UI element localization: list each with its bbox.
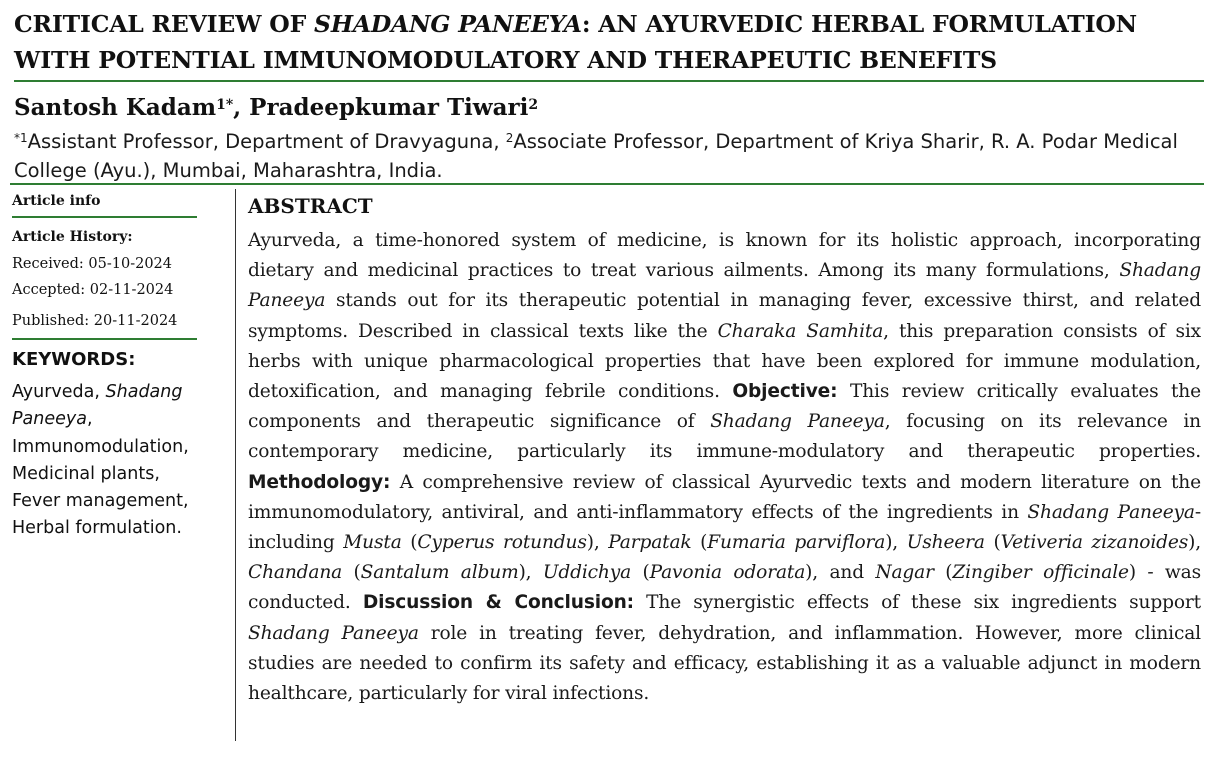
article-info-heading: Article info	[12, 193, 101, 209]
abstract-italic: Uddichya	[542, 562, 632, 584]
author-line	[14, 88, 538, 125]
abstract-italic: Shadang Paneeya	[710, 411, 885, 433]
title-italic: SHADANG PANEEYA	[314, 10, 582, 38]
abstract-text: (	[631, 562, 650, 584]
keyword-italic: Shadang Paneeya	[12, 382, 183, 430]
abstract-italic: Chandana	[248, 562, 343, 584]
abstract-italic: Pavonia odorata	[649, 562, 806, 584]
abstract-italic: Shadang Paneeya	[1027, 501, 1195, 523]
article-history-heading: Article History:	[12, 229, 133, 245]
abstract-italic: Santalum album	[360, 562, 519, 584]
abstract-text: This review critically evaluates the components and therapeutic significance of	[248, 381, 1201, 433]
affiliation	[14, 124, 1204, 185]
title-divider	[14, 80, 1204, 82]
abstract-italic: Musta	[343, 532, 402, 554]
abstract-text: role in treating fever, dehydration, and inflammation. However, more clinical studies are needed to confirm its safety and efficacy, establishing it as a valuable adjunct in modern healthcare, particularly for viral infections.	[248, 622, 1201, 705]
abstract-text: stands out for its therapeutic potential in managing fever, excessive thirst, and related symptoms. Described in classical texts like the	[248, 290, 1201, 342]
discussion-conclusion-label: Discussion & Conclusion:	[362, 592, 634, 614]
author-2-name: Pradeepkumar Tiwari	[249, 94, 529, 121]
column-divider	[235, 189, 236, 741]
abstract-italic: Fumaria parviflora	[707, 532, 886, 554]
keywords-list	[12, 379, 212, 543]
abstract-text: ),	[518, 562, 543, 584]
affiliation-text-1: Assistant Professor, Department of Dravyaguna,	[27, 130, 506, 153]
abstract-text: The synergistic effects of these six ingredients support	[633, 592, 1201, 614]
abstract-text: (	[984, 532, 1001, 554]
abstract-text: (	[691, 532, 708, 554]
methodology-label: Methodology:	[248, 471, 391, 493]
sidebar-divider-2	[12, 338, 197, 340]
abstract-italic: Nagar	[875, 562, 934, 584]
keyword-text-1: Ayurveda,	[12, 382, 106, 402]
paper-title	[14, 6, 1214, 78]
title-text-2: : AN AYURVEDIC HERBAL FORMULATION WITH POTENTIAL IMMUNOMODULATORY AND THERAPEUTIC BENEFITS	[14, 10, 1137, 74]
abstract-text: , focusing on its relevance in contemporary medicine, particularly its immune-modulatory and therapeutic properties.	[248, 411, 1201, 463]
author-1-name: Santosh Kadam	[14, 94, 217, 121]
abstract-italic: Shadang Paneeya	[248, 260, 1201, 312]
affiliation-mark-1: *1	[14, 131, 28, 145]
abstract-italic: Charaka Samhita	[717, 320, 884, 342]
title-text-1: CRITICAL REVIEW OF	[14, 10, 315, 38]
abstract-text: Ayurveda, a time-honored system of medicine, is known for its holistic approach, incorporating dietary and medicinal practices to treat various ailments. Among its many formulations,	[248, 230, 1201, 282]
abstract-text: ),	[586, 532, 609, 554]
author-separator: ,	[233, 94, 250, 121]
affiliation-divider	[10, 183, 1204, 185]
abstract-text: - including	[248, 501, 1201, 554]
author-1-mark: 1*	[216, 97, 234, 113]
objective-label: Objective:	[732, 381, 838, 403]
published-date: Published: 20-11-2024	[12, 313, 178, 329]
abstract-text: (	[342, 562, 361, 584]
article-info-sidebar	[12, 190, 198, 539]
abstract-italic: Cyperus rotundus	[417, 532, 587, 554]
sidebar-divider-1	[12, 216, 197, 218]
abstract-body	[248, 226, 1201, 709]
keywords-heading: KEYWORDS:	[12, 349, 136, 370]
abstract-italic: Shadang Paneeya	[248, 622, 419, 644]
abstract-text: (	[933, 562, 953, 584]
abstract-heading: ABSTRACT	[248, 194, 373, 218]
abstract-text: ),	[1188, 532, 1201, 554]
author-2-mark: 2	[528, 97, 539, 113]
abstract-italic: Usheera	[906, 532, 985, 554]
abstract-italic: Vetiveria zizanoides	[1000, 532, 1189, 554]
affiliation-text-2: Associate Professor, Department of Kriya Sharir, R. A. Podar Medical College (Ayu.), Mumbai, Maharashtra, India.	[14, 130, 1178, 182]
abstract-italic: Parpatak	[608, 532, 692, 554]
abstract-text: ),	[885, 532, 907, 554]
received-date: Received: 05-10-2024	[12, 256, 172, 272]
abstract-text: (	[401, 532, 418, 554]
abstract-italic: Zingiber officinale	[952, 562, 1129, 584]
accepted-date: Accepted: 02-11-2024	[12, 282, 174, 298]
abstract-text: A comprehensive review of classical Ayurvedic texts and modern literature on the immunomodulatory, antiviral, and anti-inflammatory effects of the ingredients in	[248, 471, 1201, 523]
abstract-text: ), and	[805, 562, 876, 584]
keyword-text-2: , Immunomodulation, Medicinal plants, Fever management, Herbal formulation.	[12, 409, 189, 539]
affiliation-mark-2: 2	[505, 131, 514, 145]
abstract-text: , this preparation consists of six herbs with unique pharmacological properties that have been explored for immune modulation, detoxification, and managing febrile conditions.	[248, 320, 1202, 403]
abstract-text: ) - was conducted.	[248, 562, 1202, 614]
